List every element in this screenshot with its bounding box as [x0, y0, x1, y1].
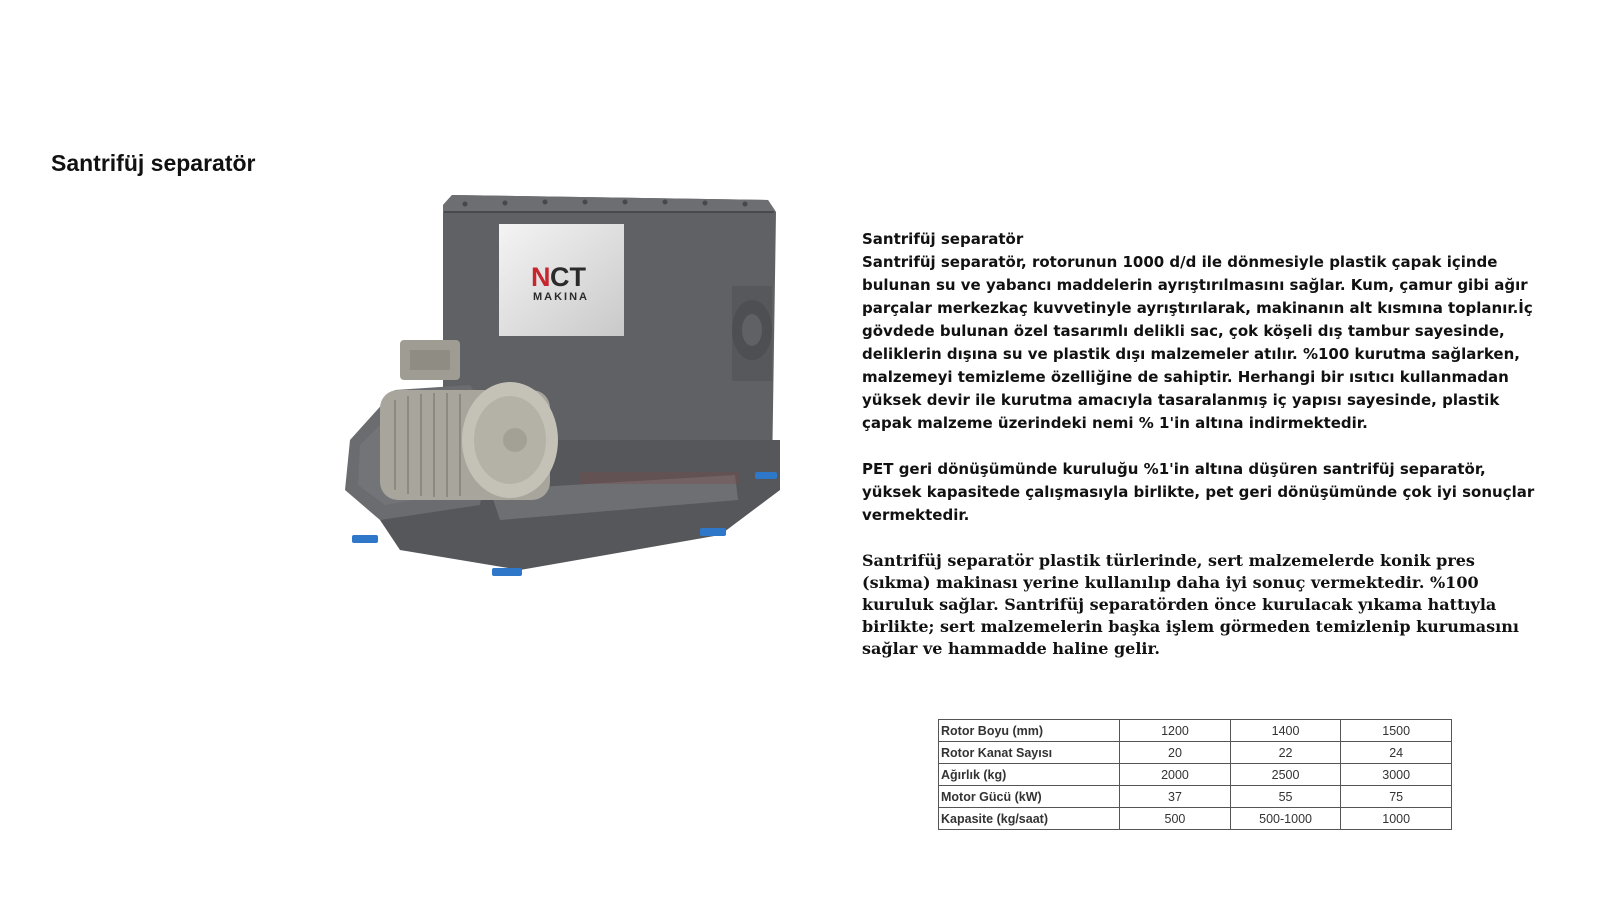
description-paragraph-2: PET geri dönüşümünde kuruluğu %1'in altına düşüren santrifüj separatör, yüksek kapasitede çalışmasıyla birlikte, pet geri dönüşümünde çok iyi sonuçlar vermektedir. [862, 460, 1535, 524]
spec-label: Rotor Boyu (mm) [939, 720, 1120, 742]
spec-value: 1400 [1230, 720, 1341, 742]
table-row [939, 720, 1452, 742]
spec-value: 75 [1341, 786, 1452, 808]
spec-label: Motor Gücü (kW) [939, 786, 1120, 808]
spec-value: 1000 [1341, 808, 1452, 830]
description-heading: Santrifüj separatör [862, 230, 1024, 248]
spec-value: 1500 [1341, 720, 1452, 742]
spec-value: 55 [1230, 786, 1341, 808]
product-image [340, 190, 800, 595]
logo-text-bottom: MAKINA [533, 291, 589, 303]
description-paragraph-3: Santrifüj separatör plastik türlerinde, sert malzemelerde konik pres (sıkma) makinası yerine kullanılıp daha iyi sonuç vermektedir. %100 kuruluk sağlar. Santrifüj separatörden önce kurulacak yıkama hattıyla birlikte; sert malzemelerin başka işlem görmeden temizlenip kurumasını sağlar ve hammadde haline gelir. [862, 551, 1519, 658]
table-row [939, 742, 1452, 764]
spec-label: Ağırlık (kg) [939, 764, 1120, 786]
centrifugal-separator-illustration [340, 190, 800, 595]
spec-label: Kapasite (kg/saat) [939, 808, 1120, 830]
logo-text-top: N [531, 262, 551, 292]
table-row [939, 786, 1452, 808]
spec-value: 20 [1120, 742, 1231, 764]
spec-table [938, 719, 1452, 830]
spec-label: Rotor Kanat Sayısı [939, 742, 1120, 764]
spec-value: 2000 [1120, 764, 1231, 786]
spec-value: 3000 [1341, 764, 1452, 786]
table-row [939, 808, 1452, 830]
spec-value: 1200 [1120, 720, 1231, 742]
spec-value: 500 [1120, 808, 1231, 830]
spec-value: 500-1000 [1230, 808, 1341, 830]
table-row [939, 764, 1452, 786]
description-paragraph-1: Santrifüj separatör, rotorunun 1000 d/d ile dönmesiyle plastik çapak içinde bulunan su ve yabancı maddelerin ayrıştırılmasını sağlar. Kum, çamur gibi ağır parçalar merkezkaç kuvvetinyle ayrıştırılarak, makinanın alt kısmına toplanır.İç gövdede bulunan özel tasarımlı delikli sac, çok köşeli dış tambur sayesinde, deliklerin dışına su ve plastik dışı malzemeler atılır. %100 kurutma sağlarken, malzemeyi temizleme özelliğine de sahiptir. Herhangi bir ısıtıcı kullanmadan yüksek devir ile kurutma amacıyla tasaralanmış iç yapısı sayesinde, plastik çapak malzeme üzerindeki nemi % 1'in altına indirmektedir. [862, 253, 1533, 432]
spec-value: 2500 [1230, 764, 1341, 786]
svg-text:CT: CT [550, 262, 586, 292]
page-title: Santrifüj separatör [51, 150, 256, 176]
spec-value: 22 [1230, 742, 1341, 764]
spec-value: 24 [1341, 742, 1452, 764]
description [862, 228, 1542, 660]
spec-value: 37 [1120, 786, 1231, 808]
